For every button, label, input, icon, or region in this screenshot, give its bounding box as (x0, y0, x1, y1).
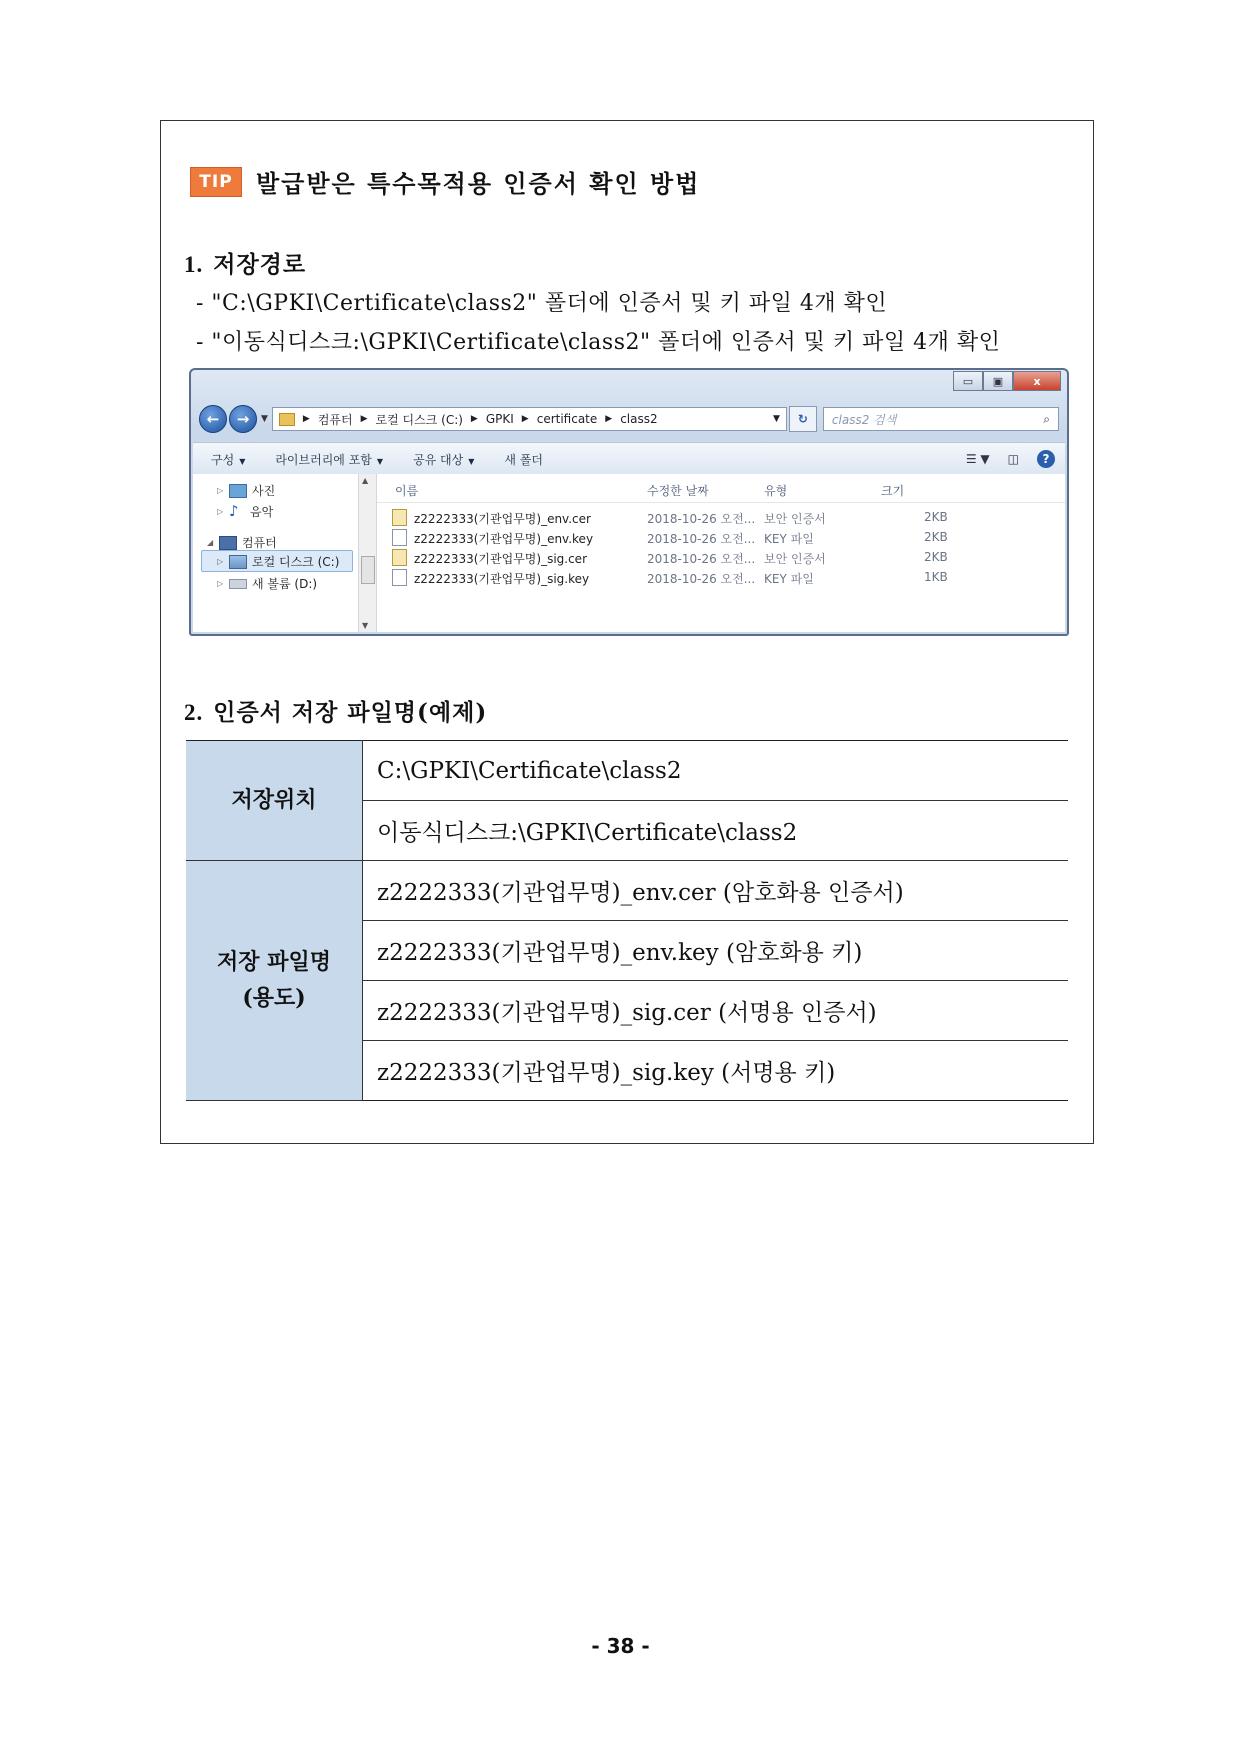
certificate-icon (392, 509, 407, 526)
preview-pane-icon[interactable]: ◫ (1007, 452, 1019, 466)
folder-icon (279, 413, 295, 426)
file-list (377, 474, 1065, 632)
section1-bullet-2: - "이동식디스크:\GPKI\Certificate\class2" 폴더에 인증서 및 키 파일 4개 확인 (196, 330, 1001, 355)
tip-badge: TIP (190, 167, 242, 197)
file-name: z2222333(기관업무명)_sig.cer (414, 552, 587, 566)
nav-item-music[interactable] (217, 502, 273, 520)
tip-title: 발급받은 특수목적용 인증서 확인 방법 (256, 169, 701, 198)
breadcrumb-certificate[interactable]: certificate (536, 412, 598, 426)
navigation-pane (193, 474, 359, 632)
expand-arrow-icon[interactable]: ▷ (217, 579, 224, 588)
column-header-size[interactable]: 크기 (881, 484, 905, 498)
local-disk-icon (229, 555, 247, 569)
organize-label: 구성 (211, 452, 235, 467)
address-bar[interactable] (272, 407, 787, 431)
include-in-library-label: 라이브러리에 포함 (275, 452, 372, 467)
search-icon[interactable]: ⌕ (1043, 411, 1050, 426)
share-with-label: 공유 대상 (413, 452, 464, 467)
filename-purpose-label: (용도) (242, 984, 306, 1011)
section2-heading (184, 694, 487, 727)
section2-title: 인증서 저장 파일명(예제) (213, 699, 488, 726)
caret-down-icon: ▼ (239, 456, 246, 466)
scroll-up-icon[interactable]: ▲ (362, 476, 369, 485)
location-cell: 이동식디스크:\GPKI\Certificate\class2 (363, 801, 1069, 861)
search-input[interactable] (823, 407, 1059, 431)
nav-item-label: 새 볼륨 (D:) (252, 577, 318, 591)
file-type: KEY 파일 (764, 532, 814, 546)
table-row (186, 861, 1068, 921)
explorer-content (193, 474, 1065, 632)
filename-cell: z2222333(기관업무명)_sig.cer (서명용 인증서) (363, 981, 1069, 1041)
forward-button[interactable]: → (229, 405, 257, 433)
file-size: 1KB (924, 570, 948, 584)
column-header-type[interactable]: 유형 (764, 484, 788, 498)
caret-down-icon: ▼ (468, 456, 475, 466)
share-with-button[interactable] (413, 451, 474, 468)
table-row (186, 741, 1068, 801)
section1-bullet-1: - "C:\GPKI\Certificate\class2" 폴더에 인증서 및 키 파일 4개 확인 (196, 291, 888, 316)
chevron-right-icon[interactable]: ▶ (605, 414, 613, 424)
nav-item-label: 사진 (252, 484, 276, 498)
explorer-window (189, 368, 1069, 636)
file-name: z2222333(기관업무명)_env.cer (414, 512, 591, 526)
expand-arrow-icon[interactable]: ▷ (217, 486, 224, 495)
filename-label: 저장 파일명 (217, 949, 331, 976)
nav-item-computer[interactable] (207, 534, 277, 551)
file-type: 보안 인증서 (764, 552, 826, 566)
tip-header (190, 164, 700, 199)
volume-icon (229, 579, 247, 589)
breadcrumb-local-disk[interactable]: 로컬 디스크 (C:) (375, 412, 463, 427)
expand-arrow-icon[interactable]: ▷ (217, 557, 224, 566)
section2-number: 2. (184, 700, 204, 725)
filename-cell: z2222333(기관업무명)_env.cer (암호화용 인증서) (363, 861, 1069, 921)
location-label-cell (186, 741, 363, 861)
refresh-icon[interactable]: ↻ (789, 406, 817, 432)
navigation-bar (199, 404, 1059, 434)
column-header-name[interactable]: 이름 (395, 484, 419, 498)
view-options-icon[interactable]: ☰ ▼ (965, 452, 990, 466)
breadcrumb-computer[interactable]: 컴퓨터 (317, 412, 353, 427)
file-row[interactable] (377, 567, 1065, 587)
command-toolbar (193, 442, 1065, 476)
help-icon[interactable]: ? (1037, 450, 1055, 468)
column-header-date[interactable]: 수정한 날짜 (647, 484, 709, 498)
file-icon (392, 569, 407, 586)
certificate-icon (392, 549, 407, 566)
minimize-button[interactable]: ▭ (953, 371, 983, 391)
organize-button[interactable] (211, 451, 245, 468)
file-type: 보안 인증서 (764, 512, 826, 526)
chevron-right-icon[interactable]: ▶ (302, 414, 310, 424)
column-header-row (377, 474, 1065, 503)
file-date: 2018-10-26 오전... (647, 552, 756, 566)
nav-item-label: 로컬 디스크 (C:) (252, 555, 340, 569)
collapse-arrow-icon[interactable]: ◢ (207, 538, 214, 547)
music-icon: ♪ (229, 502, 239, 520)
nav-item-volume-d[interactable] (217, 575, 317, 592)
file-size: 2KB (924, 530, 948, 544)
recent-pages-dropdown-icon[interactable]: ▼ (261, 414, 268, 424)
file-date: 2018-10-26 오전... (647, 572, 756, 586)
pictures-icon (229, 484, 247, 498)
file-size: 2KB (924, 550, 948, 564)
toolbar-right (966, 450, 1065, 468)
page-number: - 38 - (591, 1634, 650, 1658)
breadcrumb-class2[interactable]: class2 (620, 412, 658, 426)
window-controls (953, 371, 1061, 391)
file-name: z2222333(기관업무명)_env.key (414, 532, 594, 546)
include-in-library-button[interactable] (275, 451, 383, 468)
back-button[interactable]: ← (199, 405, 227, 433)
nav-item-pictures[interactable] (217, 482, 275, 499)
nav-scrollbar[interactable] (359, 474, 377, 632)
computer-icon (219, 536, 237, 550)
file-row[interactable] (377, 527, 1065, 547)
chevron-right-icon[interactable]: ▶ (360, 414, 368, 424)
maximize-button[interactable]: ▣ (983, 371, 1013, 391)
caret-down-icon: ▼ (376, 456, 384, 466)
address-dropdown-icon[interactable]: ▼ (773, 414, 780, 424)
file-date: 2018-10-26 오전... (647, 512, 756, 526)
section1-number: 1. (184, 252, 204, 277)
filename-label-cell (186, 861, 363, 1101)
file-row[interactable] (377, 507, 1065, 527)
chevron-right-icon[interactable]: ▶ (470, 414, 478, 424)
nav-item-label: 음악 (250, 504, 274, 519)
breadcrumb-gpki[interactable]: GPKI (485, 412, 514, 426)
file-icon (392, 529, 407, 546)
filename-cell: z2222333(기관업무명)_env.key (암호화용 키) (363, 921, 1069, 981)
file-type: KEY 파일 (764, 572, 814, 586)
location-cell: C:\GPKI\Certificate\class2 (363, 741, 1069, 801)
file-row[interactable] (377, 547, 1065, 567)
search-placeholder: class2 검색 (831, 412, 897, 427)
nav-item-label: 컴퓨터 (242, 536, 277, 550)
section1-title: 저장경로 (213, 251, 307, 278)
location-label: 저장위치 (231, 786, 317, 813)
filename-cell: z2222333(기관업무명)_sig.key (서명용 키) (363, 1041, 1069, 1101)
close-button[interactable]: x (1013, 371, 1061, 391)
file-date: 2018-10-26 오전... (647, 532, 756, 546)
scroll-thumb[interactable] (361, 556, 375, 584)
chevron-right-icon[interactable]: ▶ (521, 414, 529, 424)
scroll-down-icon[interactable]: ▼ (362, 621, 369, 630)
file-size: 2KB (924, 510, 948, 524)
section1-heading (184, 246, 306, 279)
expand-arrow-icon[interactable]: ▷ (217, 506, 224, 516)
file-name: z2222333(기관업무명)_sig.key (414, 572, 590, 586)
nav-item-local-disk[interactable] (217, 553, 339, 570)
new-folder-button[interactable]: 새 폴더 (504, 452, 543, 467)
filename-table (186, 740, 1068, 1101)
